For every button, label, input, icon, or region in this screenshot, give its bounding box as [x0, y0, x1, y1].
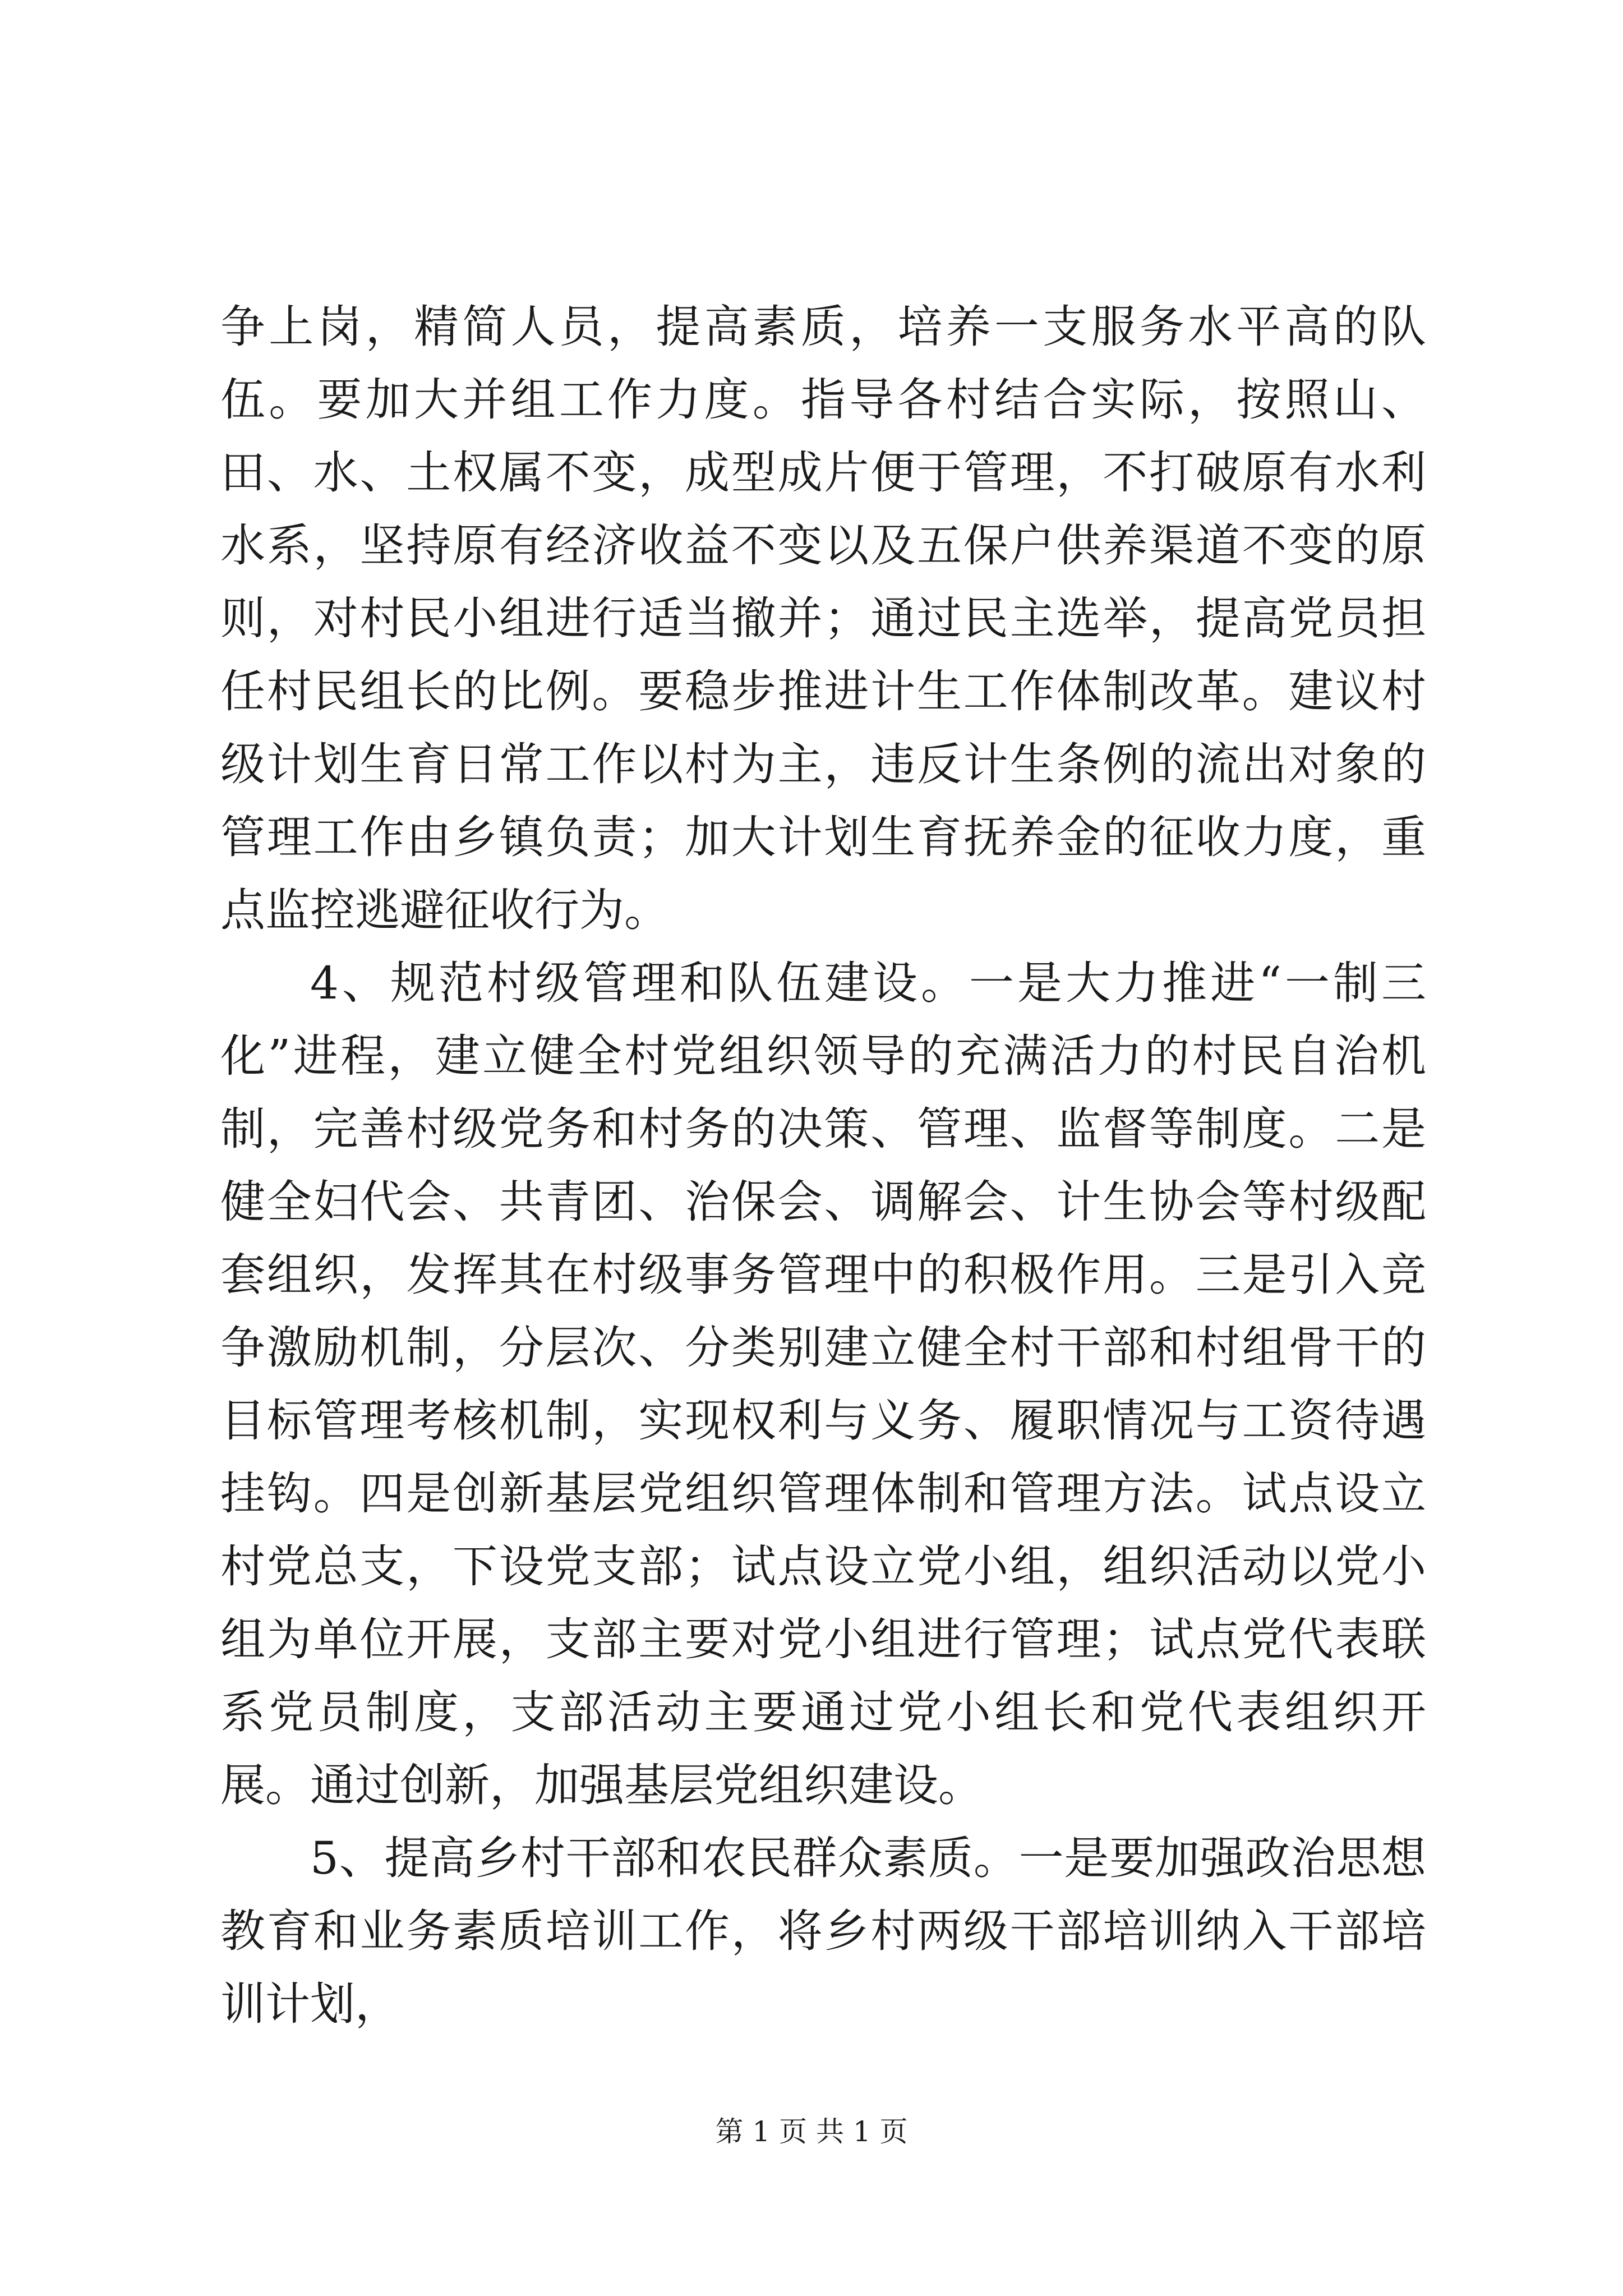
paragraph-village-management: 4、规范村级管理和队伍建设。一是大力推进“一制三化”进程，建立健全村党组织领导的充满活力的村民自治机制，完善村级党务和村务的决策、管理、监督等制度。二是健全妇代会、共青团、治保会、调解会、计生协会等村级配套组织，发挥其在村级事务管理中的积极作用。三是引入竞争激励机制，分层次、分类别建立健全村干部和村组骨干的目标管理考核机制，实现权利与义务、履职情况与工资待遇挂钩。四是创新基层党组织管理体制和管理方法。试点设立村党总支，下设党支部；试点设立党小组，组织活动以党小组为单位开展，支部主要对党小组进行管理；试点党代表联系党员制度，支部活动主要通过党小组长和党代表组织开展。通过创新，加强基层党组织建设。 — [220, 957, 1426, 1811]
document-body — [220, 291, 1426, 2041]
paragraph-continuation: 争上岗，精简人员，提高素质，培养一支服务水平高的队伍。要加大并组工作力度。指导各村结合实际，按照山、田、水、土权属不变，成型成片便于管理，不打破原有水利水系，坚持原有经济收益不变以及五保户供养渠道不变的原则，对村民小组进行适当撤并；通过民主选举，提高党员担任村民组长的比例。要稳步推进计生工作体制改革。建议村级计划生育日常工作以村为主，违反计生条例的流出对象的管理工作由乡镇负责；加大计划生育抚养金的征收力度，重点监控逃避征收行为。 — [220, 301, 1426, 936]
page-footer: 第 1 页 共 1 页 — [715, 2115, 908, 2148]
paragraph-cadre-quality: 5、提高乡村干部和农民群众素质。一是要加强政治思想教育和业务素质培训工作，将乡村两级干部培训纳入干部培训计划， — [220, 1832, 1426, 2030]
